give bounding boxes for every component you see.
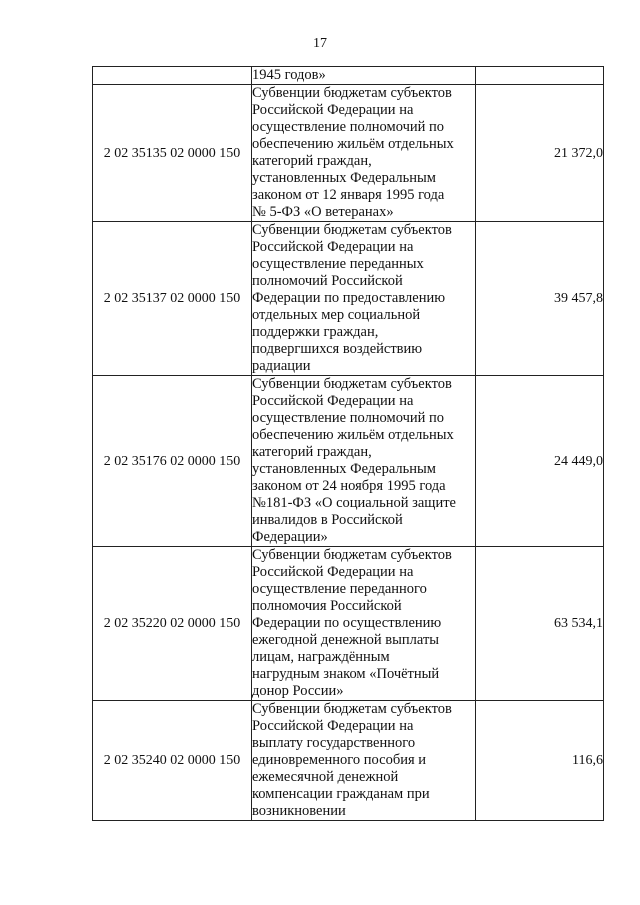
budget-revenue-table [92,66,604,821]
revenue-name-line: категорий граждан, [252,153,372,169]
revenue-name-line: осуществление полномочий по [252,119,445,135]
amount-cell: 39 457,8 [476,222,604,376]
amount-cell: 116,6 [476,701,604,821]
revenue-name-line: полномочий Российской [252,273,403,289]
revenue-name-cell [252,85,476,222]
revenue-name-line: обеспечению жильём отдельных [252,427,454,443]
revenue-name-line: Федерации» [252,529,328,545]
revenue-name-line: отдельных мер социальной [252,307,421,323]
revenue-name-line: Субвенции бюджетам субъектов [252,547,452,563]
revenue-name-line: Субвенции бюджетам субъектов [252,376,452,392]
page-number: 17 [313,36,327,51]
revenue-name-cell [252,701,476,821]
amount-cell [476,67,604,85]
revenue-name-line: осуществление переданных [252,256,424,272]
revenue-name-line: радиации [252,358,311,374]
revenue-name-line: нагрудным знаком «Почётный [252,666,440,682]
table-row [93,701,604,821]
classification-code-cell: 2 02 35135 02 0000 150 [93,85,252,222]
revenue-name-line: №181-ФЗ «О социальной защите [252,495,456,511]
table-body [93,67,604,821]
revenue-name-line: законом от 12 января 1995 года [252,187,445,203]
classification-code-cell: 2 02 35220 02 0000 150 [93,547,252,701]
table-row [93,376,604,547]
revenue-name-line: Российской Федерации на [252,102,414,118]
revenue-name-line: ежемесячной денежной [252,769,399,785]
revenue-name-line: Субвенции бюджетам субъектов [252,85,452,101]
revenue-name-line: установленных Федеральным [252,461,436,477]
revenue-name-cell [252,376,476,547]
revenue-name-line: 1945 годов» [252,67,326,83]
revenue-name-line: полномочия Российской [252,598,402,614]
revenue-name-line: поддержки граждан, [252,324,379,340]
revenue-name-line: осуществление полномочий по [252,410,445,426]
revenue-name-line: Субвенции бюджетам субъектов [252,701,452,717]
revenue-name-line: компенсации гражданам при [252,786,430,802]
revenue-name-line: возникновении [252,803,346,819]
classification-code-cell [93,67,252,85]
revenue-name-line: Федерации по предоставлению [252,290,446,306]
revenue-name-line: Российской Федерации на [252,718,414,734]
table-row [93,67,604,85]
revenue-name-line: единовременного пособия и [252,752,427,768]
revenue-name-line: лицам, награждённым [252,649,390,665]
revenue-name-line: законом от 24 ноября 1995 года [252,478,446,494]
revenue-name-line: обеспечению жильём отдельных [252,136,454,152]
revenue-name-line: выплату государственного [252,735,416,751]
revenue-name-line: ежегодной денежной выплаты [252,632,440,648]
revenue-name-line: Российской Федерации на [252,564,414,580]
revenue-name-line: № 5-ФЗ «О ветеранах» [252,204,394,220]
revenue-name-line: Российской Федерации на [252,393,414,409]
revenue-name-cell [252,67,476,85]
classification-code-cell: 2 02 35176 02 0000 150 [93,376,252,547]
revenue-name-line: подвергшихся воздействию [252,341,423,357]
table-row [93,85,604,222]
revenue-name-line: Российской Федерации на [252,239,414,255]
amount-cell: 21 372,0 [476,85,604,222]
revenue-name-line: Субвенции бюджетам субъектов [252,222,452,238]
revenue-name-line: осуществление переданного [252,581,427,597]
revenue-name-cell [252,222,476,376]
classification-code-cell: 2 02 35137 02 0000 150 [93,222,252,376]
amount-cell: 24 449,0 [476,376,604,547]
revenue-name-line: Федерации по осуществлению [252,615,442,631]
revenue-name-line: установленных Федеральным [252,170,436,186]
revenue-name-line: донор России» [252,683,344,699]
amount-cell: 63 534,1 [476,547,604,701]
table-row [93,547,604,701]
classification-code-cell: 2 02 35240 02 0000 150 [93,701,252,821]
revenue-name-line: категорий граждан, [252,444,372,460]
table-row [93,222,604,376]
revenue-name-line: инвалидов в Российской [252,512,403,528]
revenue-name-cell [252,547,476,701]
